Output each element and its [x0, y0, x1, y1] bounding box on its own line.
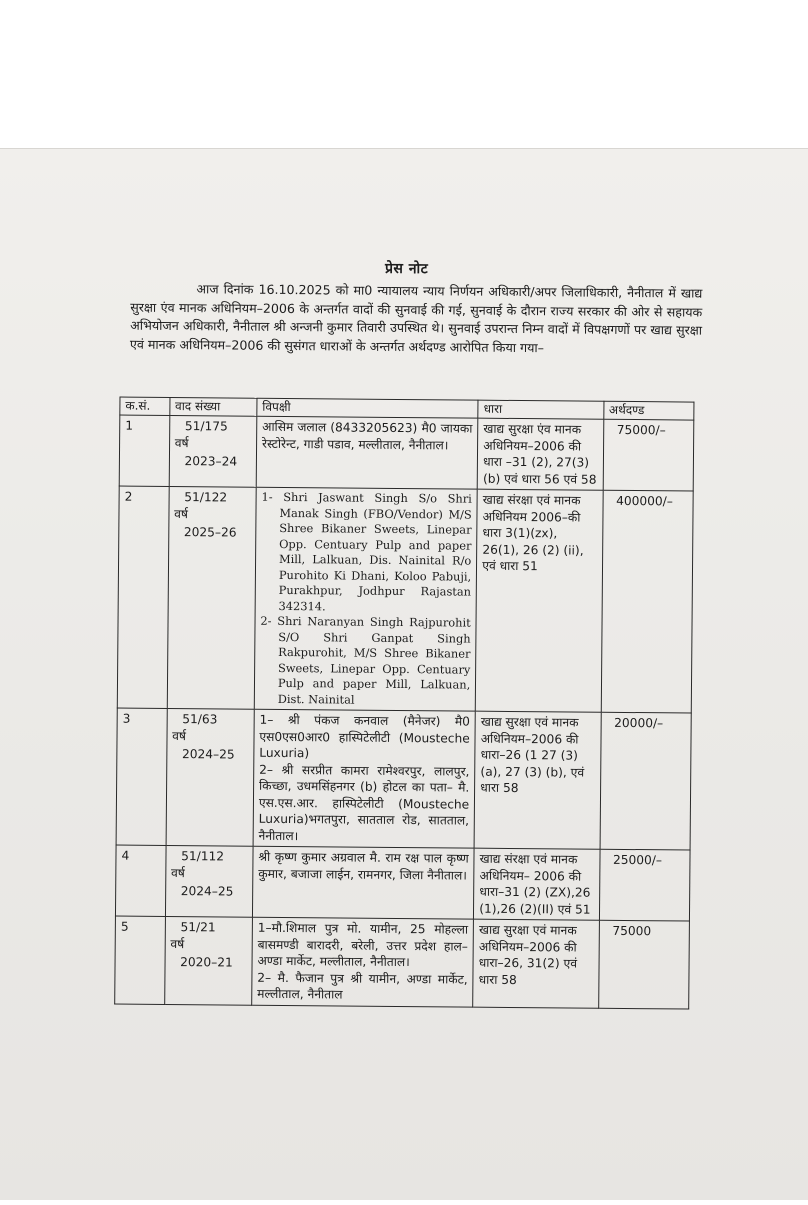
case-number: 51/112	[181, 849, 225, 864]
row-penalty	[601, 490, 693, 713]
case-year-label: वर्ष	[170, 865, 185, 880]
row-section	[477, 418, 603, 490]
section-text: खाद्य संरक्षा एवं मानक अधिनियम 2006–की धारा 3(1)(zx), 26(1), 26 (2) (ii), एवं धारा 51	[482, 492, 584, 574]
penalty-amount: 400000/–	[616, 493, 673, 509]
row-respondent	[256, 416, 478, 489]
case-number: 51/63	[182, 712, 218, 727]
respondent-entry: 1- Shri Jaswant Singh S/o Shri Manak Singh (FBO/Vendor) M/S Shree Bikaner Sweets, Linepar Opp. Centuary Pulp and paper Mill, Lalkuan, Dis. Nainital R/o Purohito Ki Dhani, Koloo Pabuji, Purakhpur, Jodhpur Rajastan 342314.	[261, 489, 472, 613]
table-row	[117, 486, 693, 713]
section-text: खाद्य सुरक्षा एवं मानक अधिनियम–2006 की धारा–26, 31(2) एवं धारा 58	[478, 922, 578, 987]
row-respondent	[254, 487, 477, 711]
respondent-entry: श्री कृष्ण कुमार अग्रवाल मै. राम रक्ष पाल कृष्ण कुमार, बजाजा लाईन, रामनगर, जिला नैनीताल।	[258, 849, 469, 883]
table-row	[116, 708, 691, 850]
row-penalty	[598, 920, 689, 1008]
case-year-label: वर्ष	[172, 728, 187, 743]
section-text: खाद्य सुरक्षा एंव मानक अधिनियम–2006 की धारा –31 (2), 27(3)(b) एवं धारा 56 एवं 58	[482, 421, 597, 487]
intro-paragraph: आज दिनांक 16.10.2025 को मा0 न्यायालय न्याय निर्णयन अधिकारी/अपर जिलाधिकारी, नैनीताल में खाद्य सुरक्षा एंव मानक अधिनियम–2006 के अन्तर्गत वादों की सुनवाई की गई, सुनवाई के दौरान राज्य सरकार की ओर से सहायक अभियोजन अधिकारी, नैनीताल श्री अन्जनी कुमार तिवारी उपस्थित थे। सुनवाई उपरान्त निम्न वादों में विपक्षगणों पर खाद्य सुरक्षा एवं मानक अधिनियम–2006 की सुसंगत धाराओं के अन्तर्गत अर्थदण्ड आरोपित किया गया–	[129, 281, 703, 355]
row-penalty	[599, 849, 690, 921]
row-section	[475, 489, 602, 712]
row-case	[169, 415, 257, 487]
row-case	[164, 916, 252, 1004]
case-year: 2023–24	[184, 454, 238, 469]
scanned-page	[0, 148, 808, 1200]
respondent-entry: 2– श्री सरप्रीत कामरा रामेश्वरपुर, लालपुर, किच्छा, उधमसिंहनगर (b) होटल का पता– मै. एस.एस.आर. हास्पिटेलीटी (Mousteche Luxuria)भगतपुरा, सातताल रोड, सातताल, नैनीताल।	[258, 762, 470, 843]
row-respondent	[252, 846, 474, 919]
penalty-amount: 20000/–	[614, 715, 664, 731]
row-respondent	[253, 709, 476, 848]
penalty-amount: 75000	[612, 923, 652, 939]
section-text: खाद्य सुरक्षा एवं मानक अधिनियम–2006 की धारा–26 (1 27 (3) (a), 27 (3) (b), एवं धारा 58	[480, 714, 585, 796]
table-row	[119, 415, 694, 491]
cases-table	[114, 397, 694, 1009]
table-row	[115, 916, 690, 1009]
case-year-label: वर्ष	[174, 435, 189, 450]
respondent-entry: 2- Shri Naranyan Singh Rajpurohit S/O Shri Ganpat Singh Rakpurohit, M/S Shree Bikaner Sweets, Linepar Opp. Centuary Pulp and paper Mill, Lalkuan, Dist. Nainital	[260, 613, 471, 707]
case-year: 2020–21	[180, 955, 233, 970]
case-year-label: वर्ष	[174, 506, 189, 521]
row-penalty	[600, 712, 692, 850]
row-section	[473, 919, 599, 1008]
respondent-entry: 1– श्री पंकज कनवाल (मैनेजर) मै0 एस0एस0आर0 हास्पिटेलीटी (Mousteche Luxuria)	[259, 712, 470, 761]
section-text: खाद्य संरक्षा एवं मानक अधिनियम– 2006 की धारा–31 (2) (ZX),26 (1),26 (2)(II) एवं 51	[479, 851, 591, 917]
page-content	[0, 146, 808, 1205]
row-sno: 1	[119, 415, 169, 486]
row-case	[165, 845, 253, 917]
row-penalty	[603, 419, 694, 491]
respondent-entry: 2– मै. फैजान पुत्र श्री यामीन, अण्डा मार्केट, मल्लीताल, नैनीताल	[257, 970, 468, 1002]
row-section	[474, 848, 600, 920]
row-sno: 5	[115, 916, 165, 1004]
row-sno: 2	[117, 486, 169, 708]
case-number: 51/175	[184, 419, 228, 434]
table-row	[115, 845, 690, 921]
row-sno: 4	[115, 845, 165, 916]
respondent-entry: 1–मौ.शिमाल पुत्र मो. यामीन, 25 मोहल्ला बासमण्डी बारादरी, बरेली, उत्तर प्रदेश हाल–अण्डा मार्केट, मल्लीताल, नैनीताल।	[257, 920, 469, 970]
case-year-label: वर्ष	[170, 936, 185, 951]
row-case	[166, 708, 254, 846]
case-year: 2024–25	[180, 884, 234, 899]
header-penalty: अर्थदण्ड	[603, 401, 694, 420]
penalty-amount: 75000/–	[616, 422, 666, 438]
row-case	[167, 486, 256, 709]
header-section: धारा	[478, 400, 603, 419]
case-number: 51/21	[180, 920, 216, 935]
penalty-amount: 25000/–	[612, 852, 663, 868]
respondent-entry: आसिम जलाल (8433205623) मै0 जायका रेस्टोरेन्ट, गाडी पडाव, मल्लीताल, नैनीताल।	[261, 419, 473, 452]
case-year: 2024–25	[181, 747, 235, 762]
row-respondent	[252, 917, 474, 1006]
row-section	[474, 711, 601, 849]
page-title: प्रेस नोट	[384, 260, 429, 278]
header-respondent: विपक्षी	[257, 398, 478, 418]
case-number: 51/122	[184, 490, 228, 505]
header-case-number: वाद संख्या	[169, 397, 256, 416]
case-year: 2025–26	[183, 525, 237, 540]
header-sno: क.सं.	[120, 397, 170, 415]
row-sno: 3	[116, 708, 167, 845]
